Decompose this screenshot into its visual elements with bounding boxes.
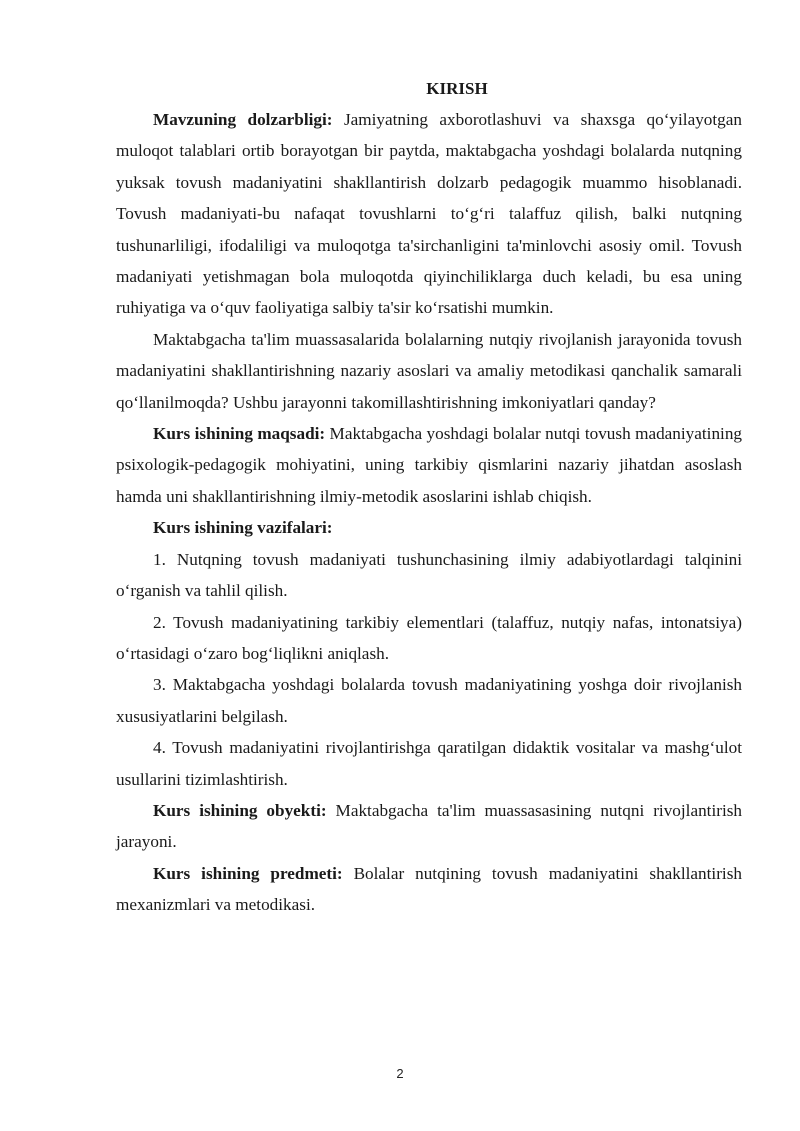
relevance-text: Jamiyatning axborotlashuvi va shaxsga qo‘yilayotgan muloqot talablari ortib borayotgan bir paytda, maktabgacha yoshdagi bolalarda nutqning yuksak tovush madaniyatini shakllantirish dolzarb pedagogik muammo hisoblanadi. Tovush madaniyati-bu nafaqat tovushlarni to‘g‘ri talaffuz qilish, balki nutqning tushunarliligi, ifodaliligi va muloqotga ta'sirchanligini ta'minlovchi asosiy omil. Tovush madaniyati yetishmagan bola muloqotda qiyinchiliklarga duch keladi, bu esa uning ruhiyatiga va o‘quv faoliyatiga salbiy ta'sir ko‘rsatishi mumkin. — [116, 110, 742, 318]
relevance-label: Mavzuning dolzarbligi: — [153, 110, 333, 129]
tasks-label: Kurs ishining vazifalari: — [153, 518, 333, 538]
goal-label: Kurs ishining maqsadi: — [153, 424, 326, 444]
task-item: 4. Tovush madaniyatini rivojlantirishga qaratilgan didaktik vositalar va mashg‘ulot usullarini tizimlashtirish. — [116, 738, 742, 789]
tasks-heading — [116, 512, 742, 543]
subject-label: Kurs ishining predmeti: — [153, 863, 343, 883]
object-paragraph — [116, 795, 742, 858]
subject-paragraph — [116, 858, 742, 921]
goal-text: Maktabgacha yoshdagi bolalar nutqi tovush madaniyatining psixologik-pedagogik mohiyatini, uning tarkibiy qismlarini nazariy jihatdan asoslash hamda uni shakllantirishning ilmiy-metodik asoslarini ishlab chiqish. — [116, 424, 743, 506]
section-title: KIRISH — [426, 79, 488, 98]
subject-text: Bolalar nutqining tovush madaniyatini shakllantirish mexanizmlari va metodikasi. — [116, 863, 742, 915]
page-number: 2 — [396, 1066, 404, 1081]
document-page — [116, 74, 742, 921]
task-item: 2. Tovush madaniyatining tarkibiy elementlari (talaffuz, nutqiy nafas, intonatsiya) o‘rtasidagi o‘zaro bog‘liqlikni aniqlash. — [116, 612, 742, 663]
task-item: 1. Nutqning tovush madaniyati tushunchasining ilmiy adabiyotlardagi talqinini o‘rganish va tahlil qilish. — [116, 549, 742, 601]
research-question-paragraph: Maktabgacha ta'lim muassasalarida bolalarning nutqiy rivojlanish jarayonida tovush madaniyatini shakllantirishning nazariy asoslari va amaliy metodikasi qanchalik samarali qo‘llanilmoqda? Ushbu jarayonni takomillashtirishning imkoniyatlari qanday? — [116, 329, 742, 412]
relevance-paragraph — [116, 104, 742, 324]
object-text: Maktabgacha ta'lim muassasasining nutqni rivojlantirish jarayoni. — [116, 800, 742, 852]
goal-paragraph — [116, 418, 742, 512]
task-item: 3. Maktabgacha yoshdagi bolalarda tovush madaniyatining yoshga doir rivojlanish xususiyatlarini belgilash. — [116, 675, 742, 726]
object-label: Kurs ishining obyekti: — [153, 800, 327, 820]
